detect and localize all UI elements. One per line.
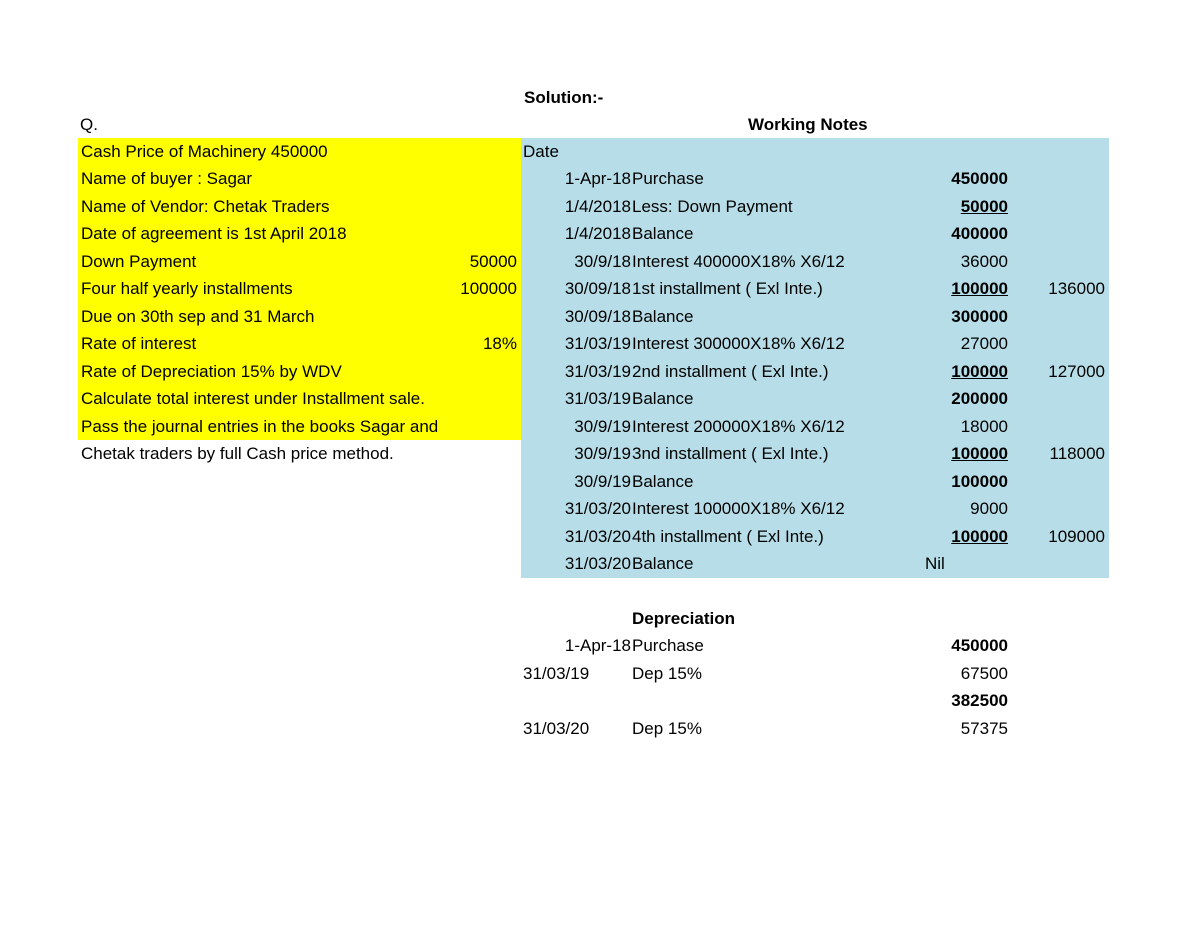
question-row — [78, 358, 521, 385]
notes-amount: Nil — [925, 554, 945, 573]
question-label-text: Name of Vendor: Chetak Traders — [81, 197, 330, 216]
depreciation-amount: 57375 — [960, 719, 1008, 738]
notes-particulars: 3nd installment ( Exl Inte.) — [632, 444, 829, 463]
question-row — [78, 165, 521, 192]
notes-date: 31/03/19 — [564, 389, 631, 408]
question-row — [78, 303, 521, 330]
notes-particulars: Less: Down Payment — [632, 197, 793, 216]
depreciation-amount: 450000 — [951, 636, 1008, 655]
notes-particulars: Balance — [632, 389, 694, 408]
notes-row — [521, 193, 1109, 220]
notes-row — [521, 523, 1109, 550]
notes-row — [521, 413, 1109, 440]
notes-amount: 100000 — [951, 279, 1008, 298]
notes-amount: 200000 — [951, 389, 1008, 408]
question-label-text: Date of agreement is 1st April 2018 — [81, 224, 347, 243]
notes-row — [521, 385, 1109, 412]
notes-amount: 36000 — [960, 252, 1008, 271]
notes-particulars: Balance — [632, 554, 694, 573]
notes-date: 1/4/2018 — [564, 197, 631, 216]
notes-amount: 50000 — [960, 197, 1008, 216]
notes-row — [521, 468, 1109, 495]
notes-row — [521, 248, 1109, 275]
notes-row — [521, 165, 1109, 192]
question-row — [78, 138, 521, 165]
depreciation-particulars: Dep 15% — [632, 719, 702, 738]
notes-date: 31/03/19 — [564, 362, 631, 381]
notes-date: 30/9/19 — [574, 417, 631, 436]
question-row — [78, 220, 521, 247]
notes-particulars: Interest 100000X18% X6/12 — [632, 499, 845, 518]
notes-amount: 9000 — [970, 499, 1008, 518]
notes-amount: 27000 — [960, 334, 1008, 353]
depreciation-date: 31/03/19 — [523, 664, 590, 683]
notes-particulars: 4th installment ( Exl Inte.) — [632, 527, 824, 546]
solution-title: Solution:- — [524, 88, 604, 107]
depreciation-title: Depreciation — [632, 609, 735, 628]
working-notes-block — [521, 138, 1109, 578]
notes-row — [521, 550, 1109, 577]
notes-date: 30/9/19 — [574, 472, 631, 491]
question-row — [78, 193, 521, 220]
question-label-text: Pass the journal entries in the books Sagar and — [81, 417, 439, 436]
question-label-text: Four half yearly installments — [81, 279, 293, 298]
depreciation-row — [521, 632, 1109, 659]
notes-particulars: Interest 400000X18% X6/12 — [632, 252, 845, 271]
question-value: 100000 — [460, 279, 517, 298]
question-row — [78, 413, 521, 440]
notes-amount: 100000 — [951, 444, 1008, 463]
notes-date: 30/09/18 — [564, 307, 631, 326]
notes-row — [521, 495, 1109, 522]
notes-row — [521, 275, 1109, 302]
depreciation-particulars: Dep 15% — [632, 664, 702, 683]
notes-particulars: Purchase — [632, 169, 704, 188]
notes-date: 1/4/2018 — [564, 224, 631, 243]
notes-row — [521, 440, 1109, 467]
depreciation-date: 1-Apr-18 — [564, 636, 631, 655]
question-row — [78, 275, 521, 302]
question-row — [78, 248, 521, 275]
notes-total: 127000 — [1048, 362, 1105, 381]
notes-particulars: 2nd installment ( Exl Inte.) — [632, 362, 829, 381]
notes-row — [521, 220, 1109, 247]
notes-row — [521, 303, 1109, 330]
notes-particulars: Balance — [632, 224, 694, 243]
question-row — [78, 330, 521, 357]
notes-date: 30/09/18 — [564, 279, 631, 298]
notes-amount: 100000 — [951, 362, 1008, 381]
notes-particulars: Balance — [632, 472, 694, 491]
question-value: 50000 — [469, 252, 517, 271]
notes-amount: 400000 — [951, 224, 1008, 243]
question-label-text: Calculate total interest under Installment sale. — [81, 389, 425, 408]
notes-date: 31/03/20 — [564, 499, 631, 518]
depreciation-amount: 67500 — [960, 664, 1008, 683]
notes-amount: 450000 — [951, 169, 1008, 188]
depreciation-row — [521, 687, 1109, 714]
question-continuation: Chetak traders by full Cash price method. — [81, 444, 394, 463]
depreciation-row — [521, 660, 1109, 687]
notes-date: 31/03/20 — [564, 554, 631, 573]
question-value: 18% — [482, 334, 517, 353]
notes-total: 118000 — [1049, 444, 1105, 463]
notes-date: 30/9/19 — [574, 444, 631, 463]
notes-date: 31/03/20 — [564, 527, 631, 546]
depreciation-amount: 382500 — [951, 691, 1008, 710]
question-label-text: Rate of interest — [81, 334, 197, 353]
notes-total: 136000 — [1048, 279, 1105, 298]
notes-total: 109000 — [1048, 527, 1105, 546]
notes-particulars: Interest 300000X18% X6/12 — [632, 334, 845, 353]
notes-particulars: Balance — [632, 307, 694, 326]
notes-particulars: Interest 200000X18% X6/12 — [632, 417, 845, 436]
notes-date: 30/9/18 — [574, 252, 631, 271]
depreciation-row — [521, 715, 1109, 742]
notes-row — [521, 330, 1109, 357]
question-label-text: Down Payment — [81, 252, 197, 271]
question-label-text: Name of buyer : Sagar — [81, 169, 253, 188]
question-label-text: Due on 30th sep and 31 March — [81, 307, 315, 326]
notes-particulars: 1st installment ( Exl Inte.) — [632, 279, 823, 298]
notes-date: 1-Apr-18 — [564, 169, 631, 188]
notes-amount: 300000 — [951, 307, 1008, 326]
question-label-text: Rate of Depreciation 15% by WDV — [81, 362, 342, 381]
question-row — [78, 385, 521, 412]
question-block — [78, 138, 521, 440]
notes-date: 31/03/19 — [564, 334, 631, 353]
notes-amount: 18000 — [960, 417, 1008, 436]
date-column-header: Date — [523, 142, 559, 161]
notes-amount: 100000 — [951, 527, 1008, 546]
notes-header-row — [521, 138, 1109, 165]
question-label: Q. — [80, 115, 98, 134]
depreciation-particulars: Purchase — [632, 636, 704, 655]
question-label-text: Cash Price of Machinery 450000 — [81, 142, 328, 161]
working-notes-title: Working Notes — [748, 115, 868, 134]
notes-amount: 100000 — [951, 472, 1008, 491]
depreciation-date: 31/03/20 — [523, 719, 590, 738]
notes-row — [521, 358, 1109, 385]
